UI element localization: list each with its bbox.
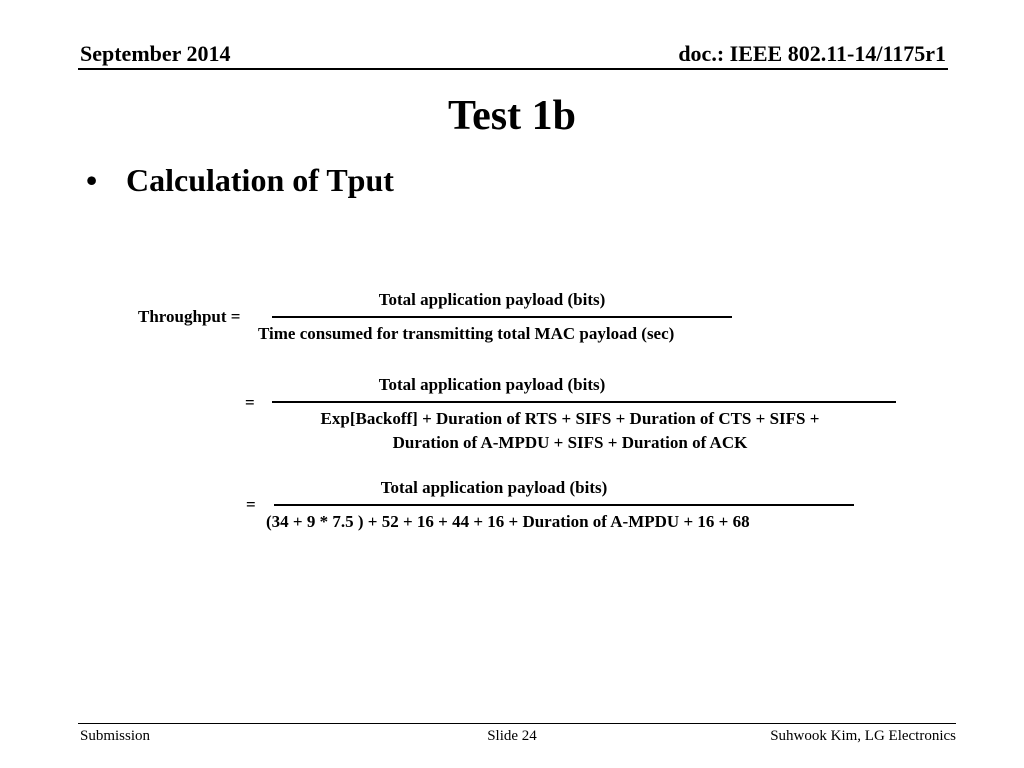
eq3-lhs: = (246, 495, 256, 514)
footer-author: Suhwook Kim, LG Electronics (770, 728, 956, 744)
eq2-numerator: Total application payload (bits) (378, 375, 606, 394)
eq1-lhs: Throughput = (138, 307, 241, 326)
bullet-item (86, 162, 394, 199)
eq3-denominator: (34 + 9 * 7.5 ) + 52 + 16 + 44 + 16 + Duration of A-MPDU + 16 + 68 (266, 512, 750, 531)
header-rule (78, 68, 948, 70)
eq2-denominator-line2: Duration of A-MPDU + SIFS + Duration of ACK (392, 433, 748, 452)
eq1-numerator: Total application payload (bits) (378, 290, 606, 309)
footer-rule (78, 723, 956, 724)
eq1-fraction-bar (272, 316, 732, 318)
eq1-denominator: Time consumed for transmitting total MAC payload (sec) (258, 324, 675, 343)
eq2-denominator-line1: Exp[Backoff] + Duration of RTS + SIFS + Duration of CTS + SIFS + (320, 409, 820, 428)
eq2-fraction-bar (272, 401, 896, 403)
bullet-text: Calculation of Tput (126, 162, 394, 198)
header-date: September 2014 (80, 41, 231, 66)
footer-slide-number: Slide 24 (487, 728, 537, 744)
eq3-numerator: Total application payload (bits) (380, 478, 608, 497)
bullet-dot: • (86, 162, 98, 198)
eq2-lhs: = (245, 393, 255, 412)
footer-left: Submission (80, 728, 151, 744)
slide-title: Test 1b (448, 93, 576, 139)
header-doc-id: doc.: IEEE 802.11-14/1175r1 (678, 41, 946, 66)
eq3-fraction-bar (274, 504, 854, 506)
